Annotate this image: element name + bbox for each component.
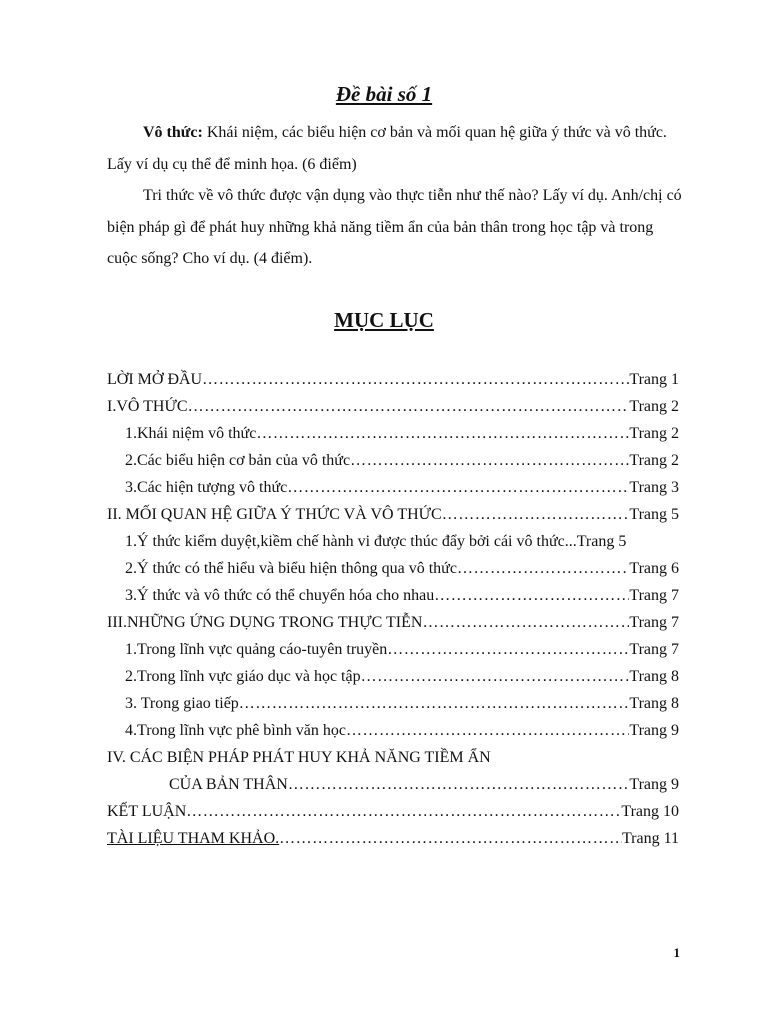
toc-entry-text: IV. CÁC BIỆN PHÁP PHÁT HUY KHẢ NĂNG TIỀM ẨN [107,749,491,766]
toc-leader-dots [288,771,630,798]
toc-entry-text: 2.Ý thức có thể hiểu và biểu hiện thông qua vô thức [125,560,457,577]
toc-entry [107,690,679,717]
toc-leader-dots [202,366,629,393]
toc-entry-text: TÀI LIỆU THAM KHẢO. [107,830,280,847]
toc-entry [107,798,679,825]
toc-entry-text: II. MỐI QUAN HỆ GIỮA Ý THỨC VÀ VÔ THỨC [107,506,442,523]
toc-entry-text: 2.Trong lĩnh vực giáo dục và học tập [125,668,361,685]
toc-entry-page: Trang 8 [629,668,679,685]
toc-leader-dots [434,582,629,609]
toc-entry-page: Trang 2 [629,398,679,415]
toc-entry-page: Trang 10 [621,803,679,820]
toc-leader-dots [287,474,629,501]
question-1-label: Vô thức: [143,124,203,141]
toc-leader-dots [256,420,629,447]
toc-leader-dots [346,717,629,744]
toc-title: MỤC LỤC [334,308,434,332]
toc-entry [107,663,679,690]
toc-entry-page: Trang 7 [629,641,679,658]
toc-entry-text: 1.Trong lĩnh vực quảng cáo-tuyên truyền [125,641,388,658]
toc-leader-dots [442,501,630,528]
toc-entry [107,582,679,609]
toc-entry-text: CỦA BẢN THÂN [169,776,288,793]
toc-entry [107,555,679,582]
exam-question-2 [107,180,687,275]
toc-entry [107,717,679,744]
toc-entry [107,366,679,393]
toc-entry [107,825,679,852]
toc-entry [107,744,679,771]
toc-entry-text: 3. Trong giao tiếp [125,695,239,712]
toc-entry-page: Trang 3 [629,479,679,496]
toc-leader-dots [350,447,629,474]
toc-entry-text: 1.Khái niệm vô thức [125,425,257,442]
toc-entry [107,447,679,474]
toc-entry-page: Trang 7 [629,587,679,604]
toc-entry [107,636,679,663]
toc-leader-dots [422,609,629,636]
page-number: 1 [673,945,680,960]
toc-entry-page: Trang 2 [629,425,679,442]
toc-entry-text: III.NHỮNG ỨNG DỤNG TRONG THỰC TIỄN [107,614,423,631]
toc-entry-text: KẾT LUẬN [107,803,187,820]
toc-entry [107,474,679,501]
toc-entry-text: 4.Trong lĩnh vực phê bình văn học [125,722,346,739]
toc-entry-page: ...Trang 5 [564,533,627,550]
table-of-contents [107,366,679,852]
toc-entry-text: 1.Ý thức kiểm duyệt,kiềm chế hành vi được thúc đẩy bởi cái vô thức [125,533,565,550]
toc-leader-dots [188,393,630,420]
toc-entry-page: Trang 9 [629,776,679,793]
toc-entry-page: Trang 9 [629,722,679,739]
toc-entry-page: Trang 2 [629,452,679,469]
toc-entry-text: LỜI MỞ ĐẦU [107,371,203,388]
toc-leader-dots [361,663,630,690]
question-2-text: Tri thức về vô thức được vận dụng vào thực tiễn như thế nào? Lấy ví dụ. Anh/chị có biện pháp gì để phát huy những khả năng tiềm ẩn của bản thân trong học tập và trong cuộc sống? Cho ví dụ. (4 điểm). [107,187,682,267]
toc-entry [107,528,679,555]
toc-entry-text: 3.Các hiện tượng vô thức [125,479,288,496]
toc-entry [107,501,679,528]
toc-entry-page: Trang 11 [621,830,679,847]
exam-title: Đề bài số 1 [335,82,433,106]
toc-leader-dots [387,636,629,663]
toc-entry [107,771,679,798]
question-1-text: Khái niệm, các biểu hiện cơ bản và mối quan hệ giữa ý thức và vô thức. Lấy ví dụ cụ thể để minh họa. (6 điểm) [107,124,667,173]
toc-entry-page: Trang 1 [629,371,679,388]
toc-entry [107,420,679,447]
toc-entry-page: Trang 8 [629,695,679,712]
toc-leader-dots [186,798,621,825]
toc-leader-dots [239,690,630,717]
toc-entry-text: 3.Ý thức và vô thức có thể chuyển hóa cho nhau [125,587,435,604]
toc-entry [107,393,679,420]
toc-entry-page: Trang 7 [629,614,679,631]
toc-entry-text: I.VÔ THỨC [107,398,188,415]
toc-entry-page: Trang 6 [629,560,679,577]
exam-question-1 [107,117,687,180]
toc-entry-page: Trang 5 [629,506,679,523]
toc-entry [107,609,679,636]
toc-entry-text: 2.Các biểu hiện cơ bản của vô thức [125,452,351,469]
toc-leader-dots [457,555,629,582]
toc-leader-dots [279,825,622,852]
